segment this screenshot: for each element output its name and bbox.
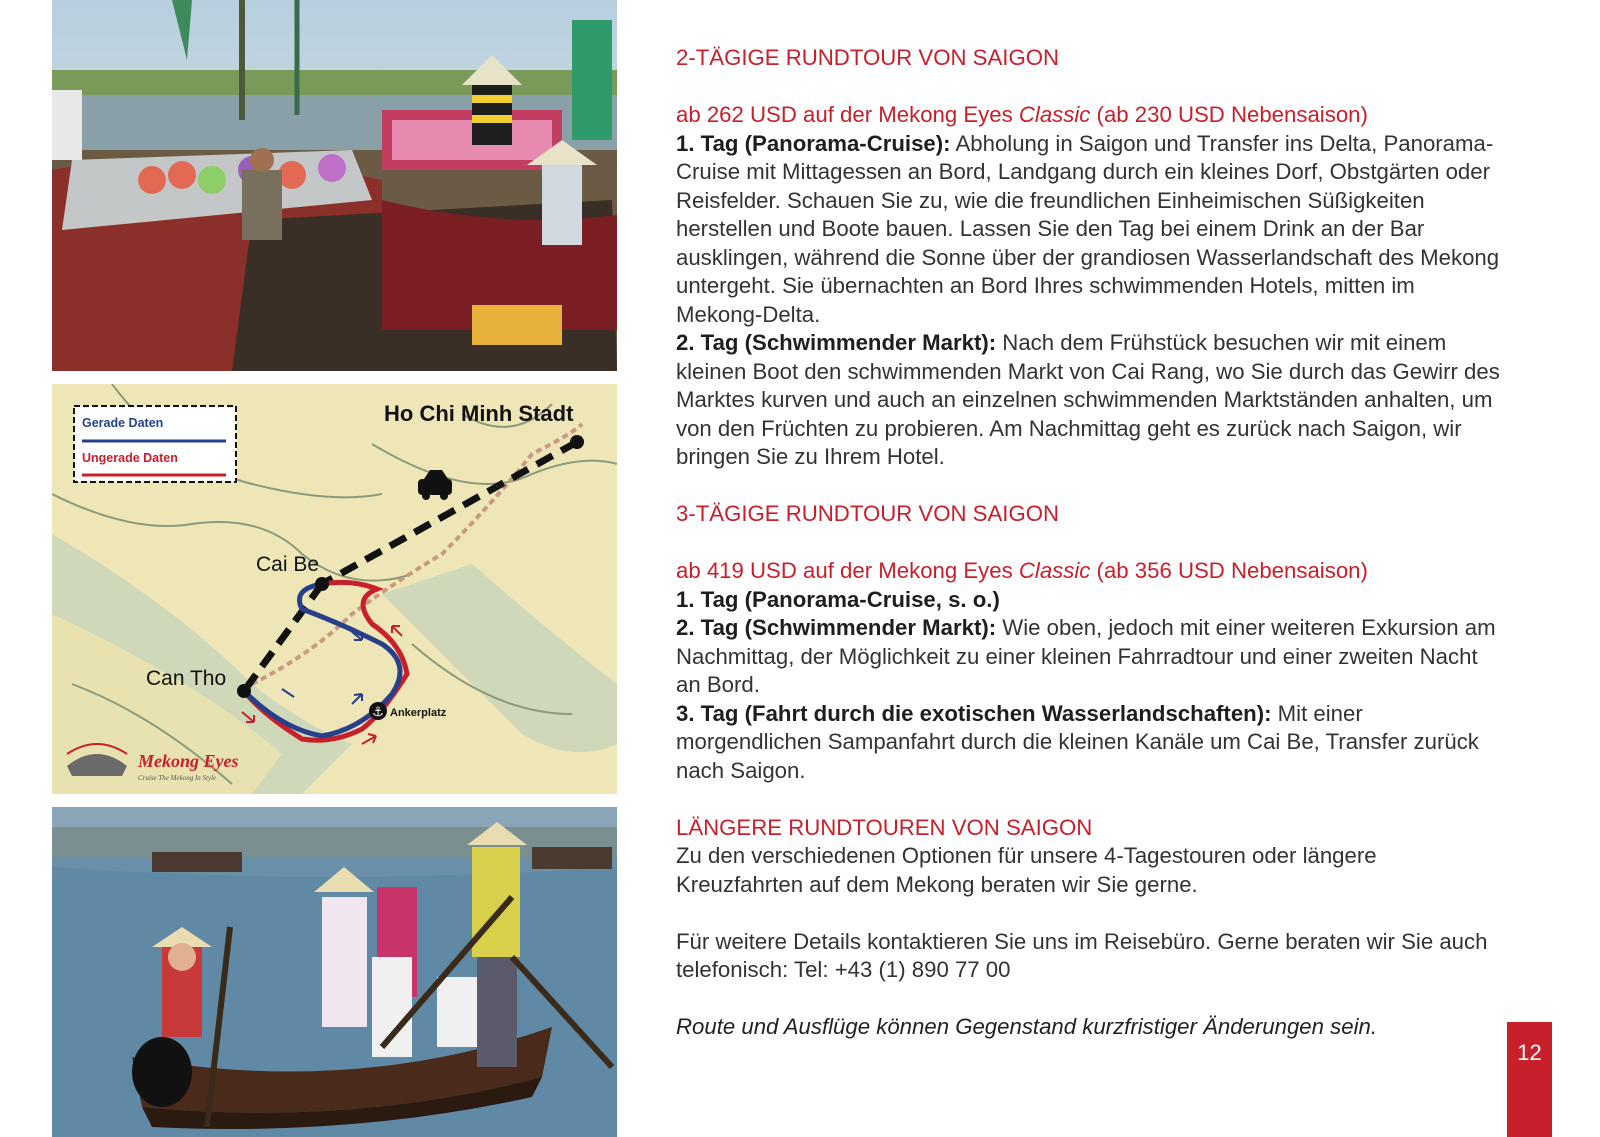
tour3-day3-label: 3. Tag (Fahrt durch die exotischen Wasserlandschaften): bbox=[676, 700, 1272, 726]
tour2-heading: 2-TÄGIGE RUNDTOUR VON SAIGON bbox=[676, 45, 1059, 70]
legend-even-label: Gerade Daten bbox=[82, 416, 164, 430]
tour2-price bbox=[676, 101, 1502, 130]
logo-tagline: Cruise The Mekong In Style bbox=[138, 774, 217, 782]
tour3-day2-label: 2. Tag (Schwimmender Markt): bbox=[676, 615, 997, 640]
page-number: 12 bbox=[1507, 1022, 1552, 1137]
tour2-day1 bbox=[676, 130, 1502, 330]
floating-market-photo bbox=[52, 0, 617, 371]
tour3-day1-label: 1. Tag (Panorama-Cruise, s. o.) bbox=[676, 586, 1000, 612]
tour3-day1 bbox=[676, 586, 1502, 615]
route-map bbox=[52, 384, 617, 794]
tour3-price-post: (ab 356 USD Nebensaison) bbox=[1090, 558, 1368, 583]
tour3-price bbox=[676, 557, 1502, 586]
logo-text: Mekong Eyes bbox=[138, 751, 239, 771]
tour2-day2-label: 2. Tag (Schwimmender Markt): bbox=[676, 330, 997, 355]
anchor-label: Ankerplatz bbox=[390, 707, 447, 719]
map-legend bbox=[74, 406, 236, 482]
tour2-day2-text: Nach dem Frühstück besuchen wir mit einem kleinen Boot den schwimmenden Markt von Cai Rang, wo Sie durch das Gewirr des Marktes kurven und auch an einzelnen schwimmenden Marktständen anhalten, um von den Früchten zu probieren. Am Nachmittag geht es zurück nach Saigon, wir bringen Sie zu Ihrem Hotel. bbox=[676, 330, 1500, 469]
change-note: Route und Ausflüge können Gegenstand kurzfristiger Änderungen sein. bbox=[676, 1014, 1378, 1039]
tour-description bbox=[676, 44, 1502, 1042]
tour3-day2 bbox=[676, 614, 1502, 700]
legend-odd-label: Ungerade Daten bbox=[82, 451, 178, 465]
tour2-price-pre: ab 262 USD auf der Mekong Eyes bbox=[676, 102, 1019, 127]
tour3-day3 bbox=[676, 700, 1502, 786]
tour2-day2 bbox=[676, 329, 1502, 472]
sampan-family-photo bbox=[52, 807, 617, 1137]
tour3-day3-text: Mit einer morgendlichen Sampanfahrt durch die kleinen Kanäle um Cai Be, Transfer zurück nach Saigon. bbox=[676, 700, 1479, 783]
city-label-cantho: Can Tho bbox=[146, 667, 227, 690]
city-label-hcm: Ho Chi Minh Stadt bbox=[384, 401, 574, 426]
longer-text: Zu den verschiedenen Optionen für unsere 4-Tagestouren oder längere Kreuzfahrten auf dem Mekong beraten wir Sie gerne. bbox=[676, 843, 1377, 897]
longer-heading: LÄNGERE RUNDTOUREN VON SAIGON bbox=[676, 814, 1093, 840]
city-label-caibe: Cai Be bbox=[256, 553, 320, 576]
tour3-price-pre: ab 419 USD auf der Mekong Eyes bbox=[676, 558, 1019, 583]
tour2-price-post: (ab 230 USD Nebensaison) bbox=[1090, 102, 1368, 127]
contact-text: Für weitere Details kontaktieren Sie uns im Reisebüro. Gerne beraten wir Sie auch telefonisch: Tel: +43 (1) 890 77 00 bbox=[676, 928, 1488, 982]
svg-text:⚓: ⚓ bbox=[372, 705, 384, 720]
tour3-day2-text: Wie oben, jedoch mit einer weiteren Exkursion am Nachmittag, der Möglichkeit zu einer kleinen Fahrradtour und einer zweiten Nacht an Bord. bbox=[676, 615, 1496, 697]
tour3-heading: 3-TÄGIGE RUNDTOUR VON SAIGON bbox=[676, 501, 1059, 526]
tour3-price-class: Classic bbox=[1018, 558, 1091, 583]
tour2-day1-label: 1. Tag (Panorama-Cruise): bbox=[676, 130, 951, 156]
tour2-price-class: Classic bbox=[1018, 102, 1091, 127]
tour2-day1-text: Abholung in Saigon und Transfer ins Delta, Panorama-Cruise mit Mittagessen an Bord, Landgang durch ein kleines Dorf, Obstgärten oder Reisfelder. Schauen Sie zu, wie die freundlichen Einheimischen Süßigkeiten herstellen und Boote bauen. Lassen Sie den Tag bei einem Drink an der Bar ausklingen, während die Sonne über der grandiosen Wasserlandschaft des Mekong untergeht. Sie übernachten an Bord Ihres schwimmenden Hotels, mitten im Mekong-Delta. bbox=[676, 130, 1500, 327]
